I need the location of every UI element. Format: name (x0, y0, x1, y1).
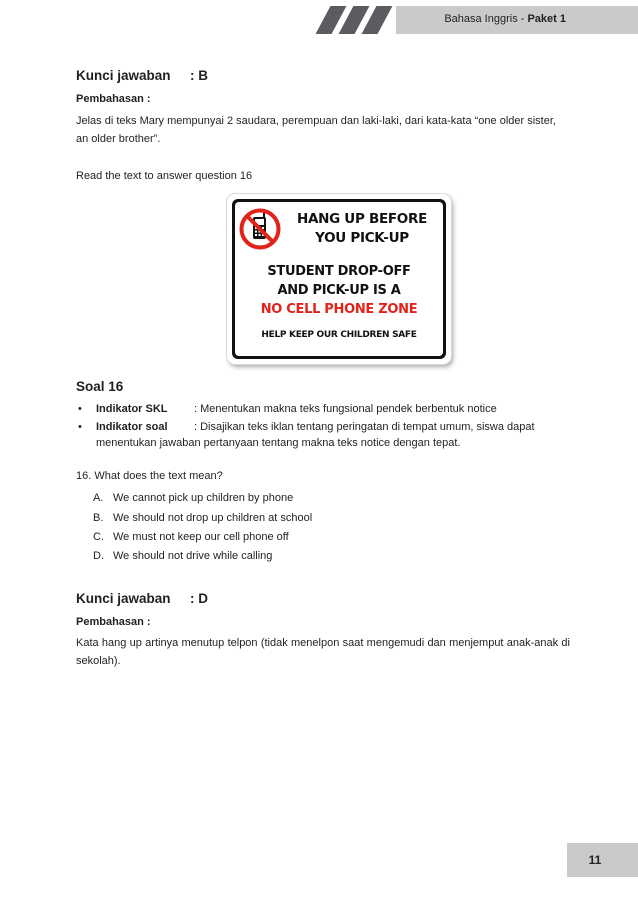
question-stem: 16. What does the text mean? (76, 470, 223, 482)
indikator-skl-label: Indikator SKL (96, 403, 168, 415)
header-packet: Paket 1 (527, 13, 566, 25)
question-title: Soal 16 (76, 379, 124, 394)
option-c (93, 531, 289, 543)
option-b (93, 512, 312, 524)
answer-key-label: Kunci jawaban (76, 591, 171, 606)
answer-key-value: : B (190, 68, 208, 83)
bullet-dot: • (78, 421, 82, 433)
header-subject: Bahasa Inggris - (444, 13, 528, 25)
notice-sign (227, 194, 451, 364)
option-letter: B. (93, 512, 104, 524)
sign-line-6: HELP KEEP OUR CHILDREN SAFE (261, 330, 417, 340)
option-letter: C. (93, 531, 104, 543)
sign-line-4: AND PICK-UP IS A (277, 283, 401, 298)
option-d (93, 550, 272, 562)
option-text: We cannot pick up children by phone (113, 492, 294, 504)
sign-line-1: HANG UP BEFORE (296, 211, 427, 227)
indikator-soal-label: Indikator soal (96, 421, 168, 433)
no-phone-icon (238, 207, 282, 251)
option-letter: D. (93, 550, 104, 562)
page-number: 11 (588, 853, 602, 867)
sign-line-5: NO CELL PHONE ZONE (260, 302, 418, 317)
option-text: We must not keep our cell phone off (113, 531, 289, 543)
indikator-skl-text: : Menentukan makna teks fungsional pendek berbentuk notice (194, 403, 497, 415)
discussion-text: Jelas di teks Mary mempunyai 2 saudara, perempuan dan laki-laki, dari kata-kata “one older sister, an older brother”. (76, 115, 556, 145)
sign-line-3: STUDENT DROP-OFF (267, 264, 411, 279)
option-text: We should not drop up children at school (113, 512, 313, 524)
instruction-text: Read the text to answer question 16 (76, 170, 253, 182)
option-letter: A. (93, 492, 104, 504)
discussion-label: Pembahasan : (76, 616, 151, 628)
option-a (93, 492, 293, 504)
answer-key-value: : D (190, 591, 208, 606)
bullet-dot: • (78, 403, 82, 415)
indikator-soal-text-cont: menentukan jawaban pertanyaan tentang makna teks notice dengan tepat. (96, 437, 461, 449)
discussion-text: Kata hang up artinya menutup telpon (tidak menelpon saat mengemudi dan menjemput anak-anak di sekolah). (76, 637, 570, 667)
discussion-label: Pembahasan : (76, 93, 151, 105)
sign-line-2: YOU PICK-UP (315, 230, 409, 246)
answer-key-label: Kunci jawaban (76, 68, 171, 83)
option-text: We should not drive while calling (113, 550, 273, 562)
indikator-soal-text: : Disajikan teks iklan tentang peringatan di tempat umum, siswa dapat (194, 421, 535, 433)
header-title (404, 13, 566, 25)
